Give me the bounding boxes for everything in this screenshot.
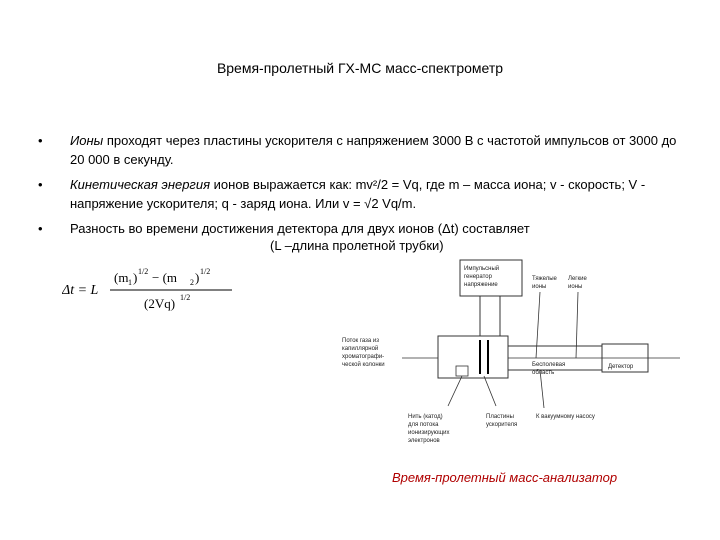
vacuum-label: К вакуумному насосу	[536, 414, 595, 420]
bullet-item-2	[38, 175, 678, 213]
filament-label-4: электронов	[408, 438, 440, 444]
gas-flow-label-1: Поток газа из	[342, 338, 380, 344]
formula-pow-a: )	[133, 270, 138, 285]
bullet-text: проходят через пластины ускорителя с напряжением 3000 В с частотой импульсов от 3000 до 20 000 в секунду.	[70, 133, 677, 167]
bullet-marker: •	[38, 221, 43, 236]
gas-flow-label-2: капиллярной	[342, 346, 379, 352]
bullet-item-1	[38, 131, 678, 169]
bullet-list	[38, 131, 678, 244]
field-free-label-2: область	[532, 370, 555, 376]
gas-flow-label-3: хроматографи-	[342, 354, 385, 360]
filament	[456, 366, 468, 376]
bottom-caption: Время-пролетный масс-анализатор	[392, 470, 618, 485]
formula-pow-b: )	[195, 270, 200, 285]
heavy-ions-label-2: ионы	[532, 284, 547, 290]
tube-length-note: (L –длина пролетной трубки)	[270, 238, 444, 253]
bullet-lead: Ионы	[70, 133, 104, 148]
gas-flow-label-4: ческой колонки	[342, 362, 385, 368]
field-free-label-1: Бесполевая	[532, 362, 566, 368]
bullet-item-3	[38, 219, 678, 238]
formula-den: (2Vq)	[144, 296, 176, 311]
pulse-gen-label-3: напряжение	[464, 282, 498, 288]
time-difference-formula	[62, 262, 242, 322]
bullet-marker: •	[38, 177, 43, 192]
pulse-gen-label-1: Импульсный	[464, 266, 500, 272]
tof-diagram	[340, 258, 680, 463]
bullet-text: Разность во времени достижения детектора для двух ионов (Δt) составляет	[70, 221, 530, 236]
ion-source-chamber	[438, 336, 508, 378]
light-ions-label-1: Легкие	[568, 276, 587, 282]
filament-label-3: ионизирующих	[408, 430, 450, 436]
formula-svg	[62, 262, 242, 322]
plates-label-2: ускорителя	[486, 422, 518, 428]
pulse-gen-label-2: генератор	[464, 274, 492, 280]
formula-sub-2: 2	[190, 278, 194, 287]
formula-exp-b: 1/2	[200, 267, 211, 276]
bullet-text: ионов выражается как: mv²/2 = Vq, где m – масса иона; v - скорость; V - напряжение ускорителя; q - заряд иона. Или v = √2 Vq/m.	[70, 177, 646, 211]
formula-lhs: Δt = L	[62, 283, 99, 298]
formula-num-a: (m	[114, 270, 129, 285]
formula-exp-den: 1/2	[180, 293, 191, 302]
plates-label-1: Пластины	[486, 414, 514, 420]
heavy-ions-label-1: Тяжелые	[532, 276, 557, 282]
diagram-svg	[340, 258, 680, 458]
detector-label: Детектор	[608, 364, 634, 370]
formula-exp-a: 1/2	[138, 267, 149, 276]
formula-sub-1: 1	[128, 278, 132, 287]
light-ions-label-2: ионы	[568, 284, 583, 290]
bullet-marker: •	[38, 133, 43, 148]
bullet-lead: Кинетическая энергия	[70, 177, 211, 192]
filament-label-1: Нить (катод)	[408, 414, 443, 420]
filament-label-2: для потока	[408, 422, 439, 428]
slide-title: Время-пролетный ГХ-МС масс-спектрометр	[216, 60, 504, 76]
formula-minus: − (m	[152, 270, 178, 285]
